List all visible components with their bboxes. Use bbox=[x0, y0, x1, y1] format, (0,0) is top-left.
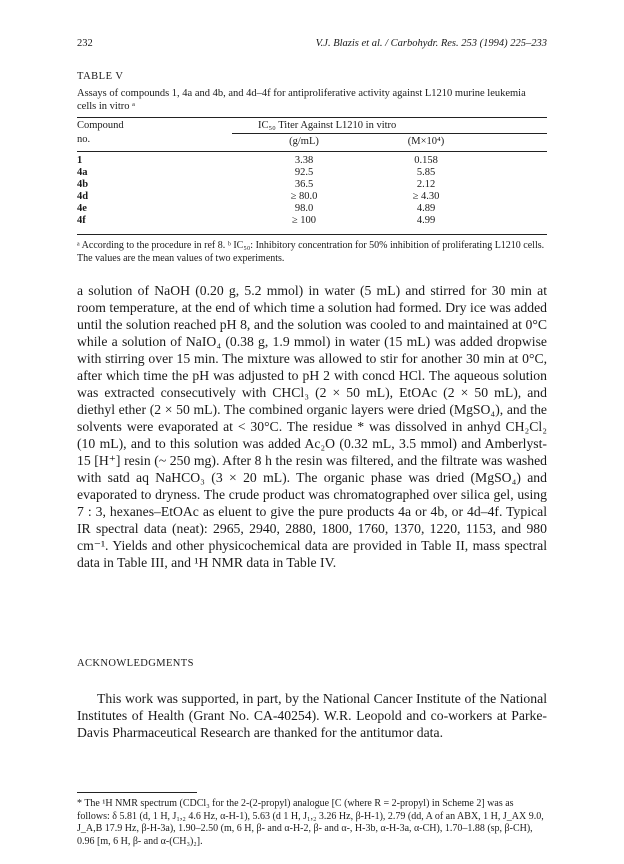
molar-cell: 4.89 bbox=[416, 203, 436, 214]
gml-cell: 3.38 bbox=[294, 155, 314, 166]
span-header-rule bbox=[232, 133, 547, 134]
compound-cell: 4e bbox=[77, 203, 87, 214]
table-label: TABLE V bbox=[77, 71, 124, 82]
page-number: 232 bbox=[77, 38, 93, 49]
acknowledgments-text: This work was supported, in part, by the National Cancer Institute of the National Institutes of Health (Grant No. CA-40254). W.R. Leopold and co-workers at Parke-Davis Pharmaceutical Research are thanked for the antitumor data. bbox=[77, 691, 547, 740]
col-compound-header-sub: no. bbox=[77, 134, 91, 145]
compound-cell: 1 bbox=[77, 155, 83, 166]
col-molar-header: (M×10⁴) bbox=[407, 136, 445, 147]
molar-cell: 4.99 bbox=[416, 215, 436, 226]
compound-cell: 4a bbox=[77, 167, 88, 178]
molar-cell: 5.85 bbox=[416, 167, 436, 178]
body-paragraph bbox=[77, 282, 547, 571]
molar-cell: 0.158 bbox=[414, 155, 438, 166]
molar-cell: ≥ 4.30 bbox=[412, 191, 440, 202]
table-caption: Assays of compounds 1, 4a and 4b, and 4d–4f for antiproliferative activity against L1210 murine leukemia cells in vitro ᵃ bbox=[77, 88, 526, 112]
experimental-text: a solution of NaOH (0.20 g, 5.2 mmol) in water (5 mL) and stirred for 30 min at room temperature, at the end of which time a solution had formed. Dry ice was added until the solution reached pH 8, and the solution was cooled to and maintained at 0°C while a solution of NaIO₄ (0.38 g, 1.9 mmol) in water (15 mL) was added dropwise with stirring over 15 min. The mixture was allowed to stir for another 30 min at 0°C, after which time the pH was adjusted to pH 2 with concd HCl. The aqueous solution was extracted consecutively with CHCl₃ (2 × 50 mL), EtOAc (2 × 50 mL), and diethyl ether (2 × 50 mL). The combined organic layers were dried (MgSO₄), and the solvents were evaporated at < 30°C. The residue * was dissolved in anhyd CH₂Cl₂ (10 mL), and to this solution was added Ac₂O (0.32 mL, 3.5 mmol) and Amberlyst-15 [H⁺] resin (~ 250 mg). After 8 h the resin was filtered, and the filtrate was washed with satd aq NaHCO₃ (3 × 20 mL). The organic phase was dried (MgSO₄) and evaporated to dryness. The crude product was chromatographed over silica gel, using 7 : 3, hexanes–EtOAc as eluent to give the pure products 4a or 4b, or 4d–4f. Typical IR spectral data (neat): 2965, 2940, 2880, 1800, 1760, 1370, 1220, 1153, and 980 cm⁻¹. Yields and other physicochemical data are provided in Table II, mass spectral data in Table III, and ¹H NMR data in Table IV. bbox=[77, 283, 547, 570]
col-gml-header: (g/mL) bbox=[289, 136, 319, 147]
running-head: V.J. Blazis et al. / Carbohydr. Res. 253 (1994) 225–233 bbox=[315, 38, 547, 49]
gml-cell: 36.5 bbox=[294, 179, 314, 190]
nmr-footnote: * The ¹H NMR spectrum (CDCl₃ for the 2-(2-propyl) analogue [C (where R = 2-propyl) in Scheme 2] was as follows: δ 5.81 (d, 1 H, J₁,₂ 4.6 Hz, α-H-1), 5.63 (d 1 H, J₁,₂ 3.26 Hz, β-H-1), 2.79 (dd, A of an ABX, 1 H, J_AX 9.0, J_A,B 17.9 Hz, β-H-3a), 1.90–2.50 (m, 6 H, β- and α-H-2, β- and α-, H-3b, α-H-3a, α-CH), 1.70–1.88 (sp, β-CH), 0.96 [m, 6 H, β- and α-(CH₃)₂]. bbox=[77, 798, 544, 847]
table-top-rule bbox=[77, 117, 547, 118]
gml-cell: ≥ 80.0 bbox=[290, 191, 318, 202]
table-footnote: ᵃ According to the procedure in ref 8. ᵇ IC₅₀: Inhibitory concentration for 50% inhibition of proliferating L1210 cells. The values are the mean values of two experiments. bbox=[77, 240, 545, 264]
compound-cell: 4b bbox=[77, 179, 89, 190]
acknowledgments-heading: ACKNOWLEDGMENTS bbox=[77, 658, 194, 669]
gml-cell: 98.0 bbox=[294, 203, 314, 214]
compound-cell: 4d bbox=[77, 191, 89, 202]
compound-cell: 4f bbox=[77, 215, 86, 226]
table-header-rule bbox=[77, 151, 547, 152]
gml-cell: ≥ 100 bbox=[291, 215, 317, 226]
molar-cell: 2.12 bbox=[416, 179, 436, 190]
footnote-rule bbox=[77, 792, 197, 793]
ic50-span-header: IC₅₀ Titer Against L1210 in vitro bbox=[258, 120, 397, 131]
table-bottom-rule bbox=[77, 234, 547, 235]
gml-cell: 92.5 bbox=[294, 167, 314, 178]
col-compound-header: Compound bbox=[77, 120, 124, 131]
